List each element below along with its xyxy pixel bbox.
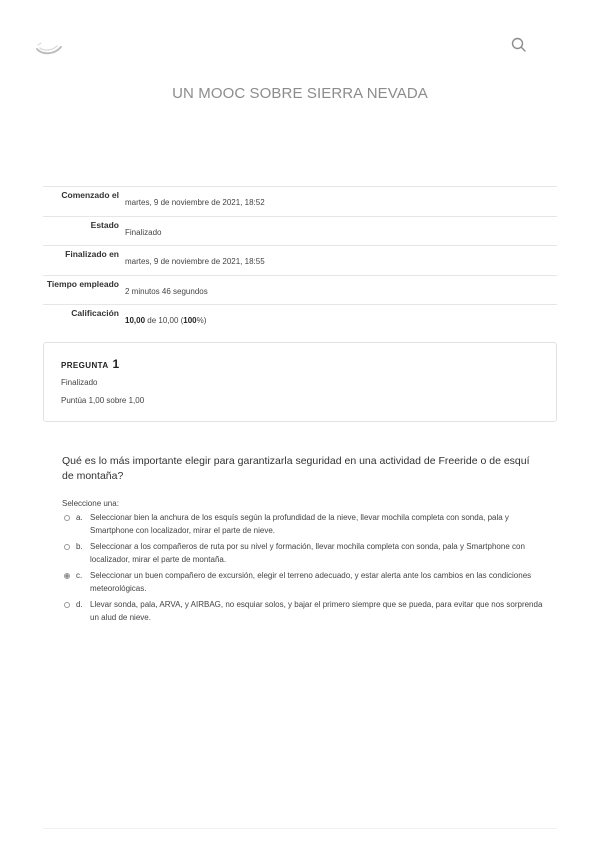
- grade-value: [119, 305, 206, 335]
- summary-row-finished: [43, 246, 557, 276]
- answer-letter: c.: [76, 571, 83, 580]
- answer-text: Llevar sonda, pala, ARVA, y AIRBAG, no esquiar solos, y bajar el primero siempre que se pueda, para evitar que nos sorprenda un alud de nieve.: [90, 600, 543, 622]
- search-icon[interactable]: [510, 36, 528, 54]
- summary-label: Estado: [90, 219, 119, 230]
- answer-option-b[interactable]: [64, 542, 544, 566]
- radio-button-selected[interactable]: [64, 573, 70, 579]
- grade-percent: 100: [183, 316, 197, 325]
- summary-row-time: [43, 276, 557, 306]
- answer-text: Seleccionar un buen compañero de excursión, elegir el terreno adecuado, y estar alerta ante los cambios en las condiciones meteorológicas.: [90, 571, 532, 593]
- answer-text: Seleccionar a los compañeros de ruta por su nivel y formación, llevar mochila completa con sonda, pala y Smartphone con localizador, mirar el parte de montaña.: [90, 542, 525, 564]
- swoosh-logo-icon[interactable]: [34, 36, 64, 58]
- summary-label: Calificación: [71, 308, 119, 318]
- answer-option-c[interactable]: [64, 571, 544, 595]
- question-grade: Puntúa 1,00 sobre 1,00: [61, 396, 145, 405]
- radio-button[interactable]: [64, 544, 70, 550]
- summary-label: Comenzado el: [61, 190, 119, 200]
- answer-option-d[interactable]: [64, 600, 544, 624]
- summary-value: Finalizado: [125, 227, 162, 237]
- question-heading: [61, 357, 120, 371]
- select-prompt: Seleccione una:: [62, 499, 119, 508]
- summary-value: 2 minutos 46 segundos: [125, 286, 208, 296]
- site-title[interactable]: UN MOOC SOBRE SIERRA NEVADA: [172, 85, 428, 102]
- summary-row-started: [43, 187, 557, 217]
- question-label: PREGUNTA: [61, 361, 109, 370]
- question-text: Qué es lo más importante elegir para garantizarla seguridad en una actividad de Freeride o de esquí de montaña?: [62, 455, 530, 482]
- grade-middle: de 10,00 (: [145, 316, 184, 325]
- footer-divider: [43, 828, 557, 829]
- answer-letter: a.: [76, 513, 83, 522]
- radio-button[interactable]: [64, 602, 70, 608]
- attempt-summary-table: [43, 186, 557, 335]
- summary-row-state: [43, 217, 557, 247]
- answer-option-a[interactable]: [64, 513, 544, 537]
- summary-value: martes, 9 de noviembre de 2021, 18:52: [125, 198, 265, 207]
- question-number: 1: [112, 357, 120, 371]
- summary-label: Finalizado en: [65, 249, 119, 259]
- answer-letter: d.: [76, 600, 83, 609]
- answer-letter: b.: [76, 542, 83, 551]
- grade-score: 10,00: [125, 316, 146, 325]
- answer-list: [64, 513, 544, 629]
- radio-button[interactable]: [64, 515, 70, 521]
- summary-row-grade: [43, 305, 557, 335]
- question-info-box: [43, 342, 557, 422]
- summary-value: martes, 9 de noviembre de 2021, 18:55: [125, 257, 265, 266]
- answer-text: Seleccionar bien la anchura de los esquís según la profundidad de la nieve, llevar mochila completa con sonda, pala y Smartphone con localizador, mirar el parte de nieve.: [90, 513, 509, 535]
- question-state: Finalizado: [61, 378, 98, 387]
- grade-tail: %): [196, 316, 207, 325]
- summary-label: Tiempo empleado: [46, 278, 119, 289]
